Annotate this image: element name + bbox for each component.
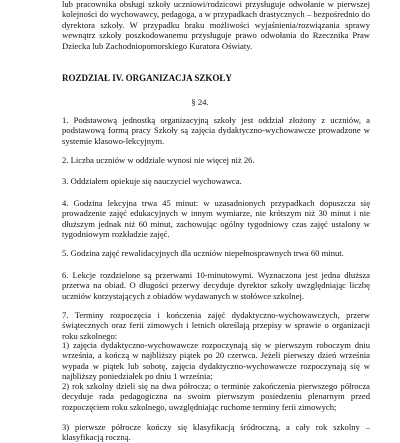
chapter-heading: ROZDZIAŁ IV. ORGANIZACJA SZKOŁY — [62, 73, 232, 83]
paragraph-1-block — [62, 115, 370, 146]
paragraph-7-block — [62, 310, 370, 341]
subitem-1: 1) zajęcia dydaktyczno-wychowawcze rozpoczynają się w pierwszym roboczym dniu września, a kończą w najbliższy piątek po 20 czerwca. Jeżeli pierwszy dzień września wypada w piątek lub sobotę, zajęcia dydaktyczno-wychowawcze rozpoczynają się w najbliższy poniedziałek po dniu 1 września; — [62, 340, 370, 382]
subitem-3: 3) pierwsze półrocze kończy się klasyfikacją śródroczną, a cały rok szkolny – klasyfikacją roczną. — [62, 422, 370, 443]
paragraph-4-block — [62, 198, 370, 240]
paragraph-continuation: lub pracownika obsługi szkoły uczniowi/rodzicowi przysługuje odwołanie w pierwszej kolejności do wychowawcy, pedagoga, a w przypadkach drastycznych – bezpośrednio do dyrektora szkoły. W przypadku braku możliwości wyjaśnienia/rozwiązania sprawy wewnątrz szkoły poszkodowanemu przysługuje prawo odwołania do Rzecznika Praw Dziecka lub Zachodniopomorskiego Kuratora Oświaty. — [62, 0, 370, 51]
intro-continuation — [62, 0, 370, 51]
paragraph-4: 4. Godzina lekcyjna trwa 45 minut: w uzasadnionych przypadkach dopuszcza się prowadzenie zajęć edukacyjnych w innym wymiarze, nie krótszym niż 30 minut i nie dłuższym jednak niż 60 minut, zachowując ogólny tygodniowy czas zajęć ustalony w tygodniowym rozkładzie zajęć. — [62, 198, 370, 240]
paragraph-3: 3. Oddziałem opiekuje się nauczyciel wychowawca. — [62, 176, 242, 186]
paragraph-2: 2. Liczba uczniów w oddziale wynosi nie więcej niż 26. — [62, 155, 255, 165]
subitem-1-block — [62, 340, 370, 382]
paragraph-3-block — [62, 176, 370, 186]
section-mark: § 24. — [191, 97, 209, 107]
subitem-2-block — [62, 381, 370, 412]
subitem-3-block — [62, 422, 370, 443]
paragraph-5: 5. Godzina zajęć rewalidacyjnych dla uczniów niepełnosprawnych trwa 60 minut. — [62, 248, 344, 258]
paragraph-7: 7. Terminy rozpoczęcia i kończenia zajęć dydaktyczno-wychowawczych, przerw świątecznych oraz ferii zimowych i letnich określają przepisy w sprawie o organizacji roku szkolnego: — [62, 310, 370, 341]
paragraph-5-block — [62, 248, 370, 258]
paragraph-2-block — [62, 155, 370, 165]
subitem-2: 2) rok szkolny dzieli się na dwa półrocza; o terminie zakończenia pierwszego półrocza decyduje rada pedagogiczna na swoim pierwszym posiedzeniu plenarnym przed rozpoczęciem roku szkolnego, uwzględniając ruchome terminy ferii zimowych; — [62, 381, 370, 412]
paragraph-6-block — [62, 270, 370, 301]
paragraph-6: 6. Lekcje rozdzielone są przerwami 10-minutowymi. Wyznaczona jest jedna dłuższa przerwa na obiad. O długości przerwy decyduje dyrektor szkoły uwzględniając liczbę uczniów korzystających z obiadów wydawanych w stołówce szkolnej. — [62, 270, 370, 301]
paragraph-1: 1. Podstawową jednostką organizacyjną szkoły jest oddział złożony z uczniów, a podstawową formą pracy Szkoły są zajęcia dydaktyczno-wychowawcze prowadzone w systemie klasowo-lekcyjnym. — [62, 115, 370, 146]
